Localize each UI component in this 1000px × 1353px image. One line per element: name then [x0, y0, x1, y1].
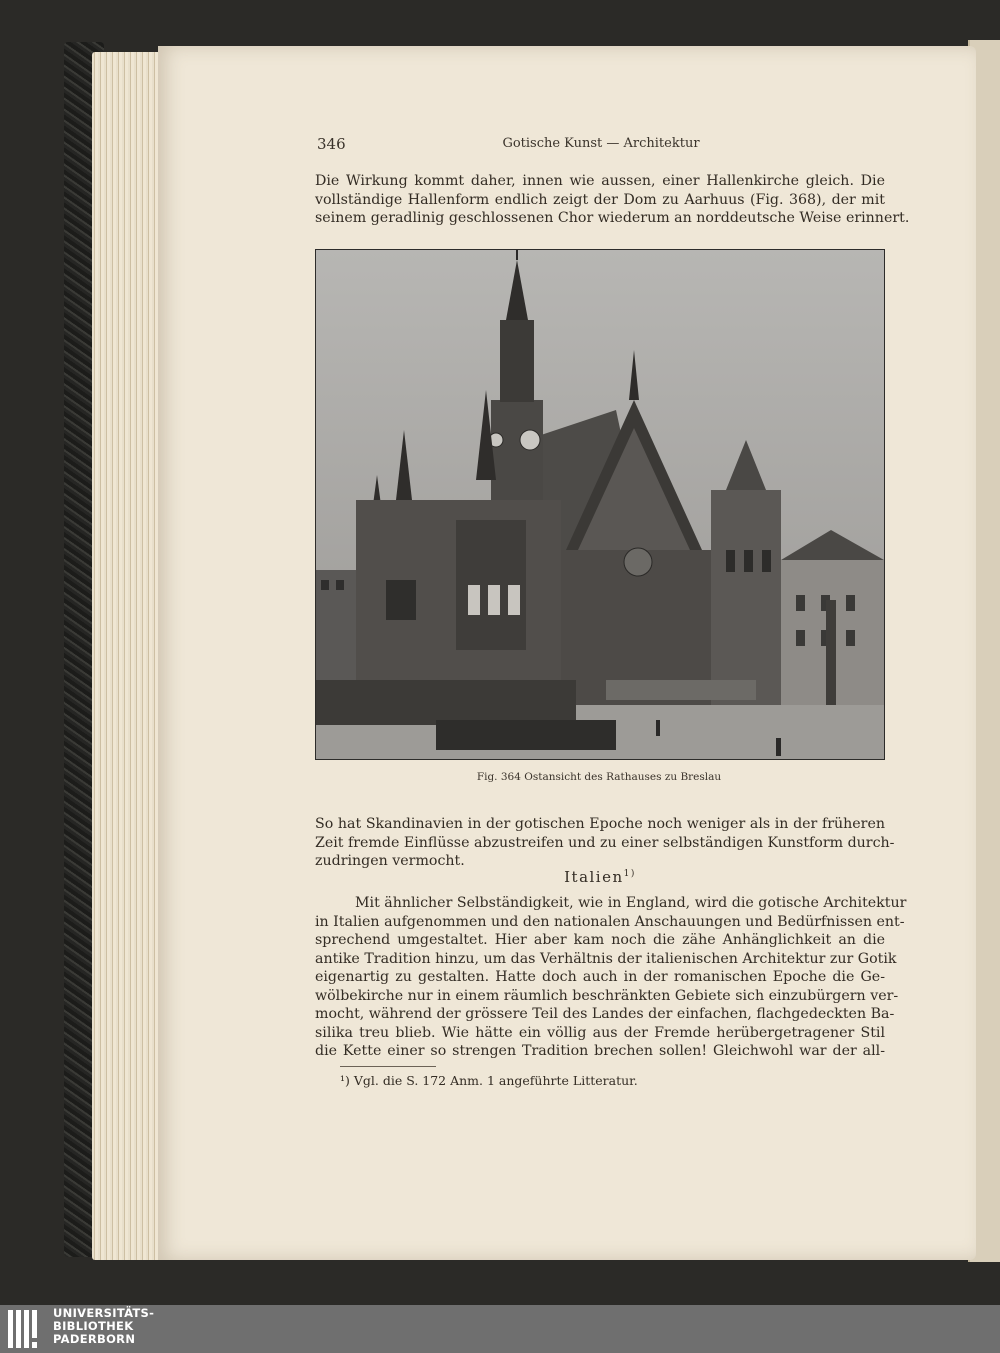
scandinavia-paragraph	[315, 815, 895, 871]
logo-line: UNIVERSITÄTS-	[53, 1306, 155, 1320]
running-head	[317, 135, 885, 157]
text-line: die Kette einer so strengen Tradition brechen sollen! Gleichwohl war der all-	[315, 1043, 885, 1059]
page-edges	[92, 52, 162, 1260]
page-number: 346	[317, 135, 346, 153]
text-line: antike Tradition hinzu, um das Verhältnis der italienischen Architektur zur Gotik	[315, 950, 897, 967]
footnote: ¹) Vgl. die S. 172 Anm. 1 angeführte Litteratur.	[340, 1073, 638, 1088]
text-line: sprechend umgestaltet. Hier aber kam noch die zähe Anhänglichkeit an die	[315, 932, 885, 948]
intro-paragraph	[315, 172, 910, 228]
text-line: zudringen vermocht.	[315, 853, 465, 869]
library-logo-icon	[6, 1308, 44, 1350]
text-line: Zeit fremde Einflüsse abzustreifen und zu einer selbständigen Kunstform durch-	[315, 834, 895, 851]
text-line: mocht, während der grössere Teil des Landes der einfachen, flachgedeckten Ba-	[315, 1006, 895, 1022]
section-heading	[315, 868, 885, 886]
figure-caption: Fig. 364 Ostansicht des Rathauses zu Breslau	[476, 771, 722, 783]
text-line: Die Wirkung kommt daher, innen wie aussen, einer Hallenkirche gleich. Die	[315, 173, 885, 189]
italy-paragraph	[315, 894, 907, 1061]
running-title: Gotische Kunst — Architektur	[502, 136, 700, 151]
text-line: wölbekirche nur in einem räumlich beschränkten Gebiete sich einzubürgern ver-	[315, 987, 899, 1004]
text-line: seinem geradlinig geschlossenen Chor wiederum an norddeutsche Weise erinnert.	[315, 210, 910, 226]
text-line: vollständige Hallenform endlich zeigt der Dom zu Aarhuus (Fig. 368), der mit	[315, 191, 885, 208]
logo-line: BIBLIOTHEK	[53, 1319, 134, 1333]
library-logo-text	[53, 1307, 154, 1346]
library-footer-bar	[0, 1305, 1000, 1353]
footnote-marker: 1)	[623, 869, 636, 879]
section-heading-text: Italien	[564, 868, 624, 886]
text-line: eigenartig zu gestalten. Hatte doch auch in der romanischen Epoche die Ge-	[315, 969, 885, 985]
footnote-rule	[340, 1066, 436, 1067]
text-line: So hat Skandinavien in der gotischen Epoche noch weniger als in der früheren	[315, 816, 885, 832]
logo-line: PADERBORN	[53, 1332, 136, 1346]
text-line: in Italien aufgenommen und den nationalen Anschauungen und Bedürfnissen ent-	[315, 913, 905, 930]
town-hall-illustration	[316, 250, 884, 759]
figure-rathaus-breslau	[315, 249, 885, 760]
text-line: silika treu blieb. Wie hätte ein völlig aus der Fremde herübergetragener Stil	[315, 1024, 885, 1041]
text-line: Mit ähnlicher Selbständigkeit, wie in England, wird die gotische Architektur	[355, 895, 907, 911]
